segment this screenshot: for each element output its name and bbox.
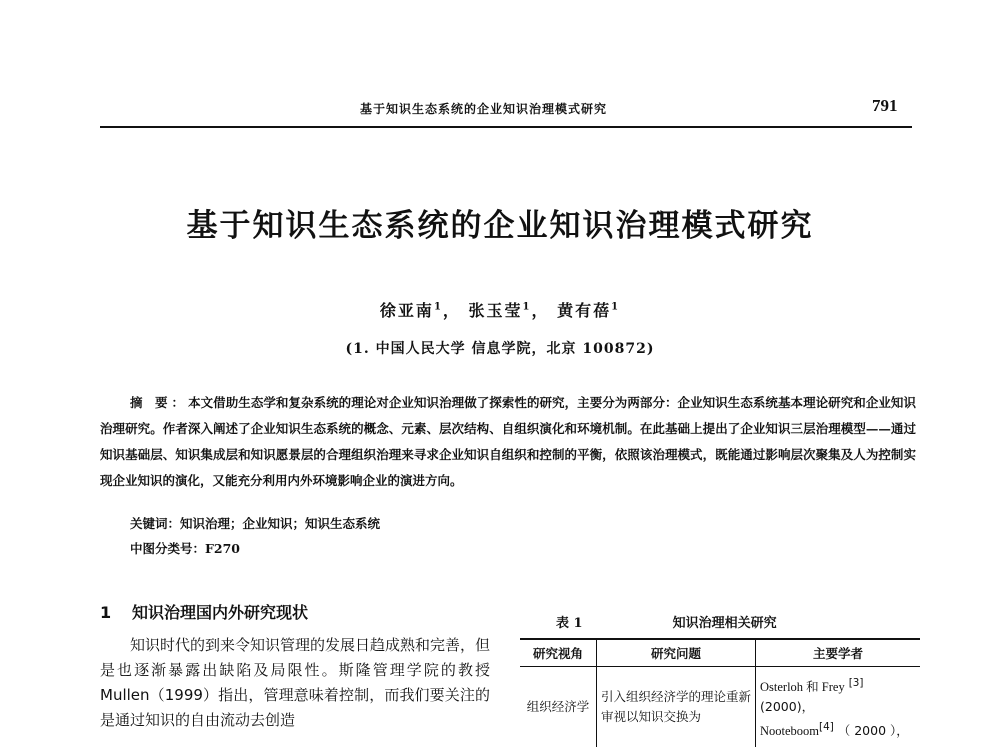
affiliation: (1. 中国人民大学 信息学院，北京 100872) [0, 338, 1000, 358]
citation-ref: [4] [819, 721, 834, 733]
article-title: 基于知识生态系统的企业知识治理模式研究 [0, 200, 1000, 245]
scholar-entry [760, 717, 916, 741]
keywords [130, 514, 380, 532]
scholar-name: Nooteboom [760, 724, 819, 738]
abstract-text: 本文借助生态学和复杂系统的理论对企业知识治理做了探索性的研究，主要分为两部分：企业知识生态系统基本理论研究和企业知识治理研究。作者深入阐述了企业知识生态系统的概念、元素、层次结构、自组织演化和环境机制。在此基础上提出了企业知识三层治理模型——通过知识基础层、知识集成层和知识愿景层的合理组织治理来寻求企业知识自组织和控制的平衡，依照该治理模式，既能通过影响层次聚集及人为控制实现企业知识的演化，又能充分利用内外环境影响企业的演进方向。 [100, 395, 916, 488]
page-number: 791 [872, 96, 898, 116]
section-number: 1 [100, 603, 132, 622]
scholar-name: Osterloh 和 Frey [760, 680, 845, 694]
header-rule [100, 126, 912, 128]
author-name: 张玉莹 [469, 301, 523, 320]
table-cell-problem: 引入组织经济学的理论重新审视以知识交换为 [597, 667, 756, 747]
scholar-year: (2000)， [760, 699, 814, 714]
citation-ref: [3] [849, 677, 864, 689]
abstract-label: 摘 要： [100, 395, 188, 410]
author-affil-mark: 1 [434, 302, 443, 313]
table-title: 知识治理相关研究 [673, 616, 777, 631]
author-separator: ， [443, 301, 461, 320]
table-caption [556, 612, 777, 631]
clc-value: F270 [205, 541, 240, 556]
author-name: 徐亚南 [380, 301, 434, 320]
table-cell-perspective: 组织经济学 [520, 667, 597, 747]
table-row [520, 667, 920, 747]
author-separator: ， [531, 301, 549, 320]
table-cell-scholars [756, 667, 921, 747]
classification-number [130, 539, 240, 557]
section-paragraph [100, 633, 490, 733]
section-heading [100, 600, 308, 623]
table-header-cell: 研究问题 [597, 639, 756, 667]
keywords-value: 知识治理；企业知识；知识生态系统 [180, 516, 380, 531]
author-affil-mark: 1 [611, 302, 620, 313]
author-name: 黄有蓓 [557, 301, 611, 320]
table-header-row [520, 639, 920, 667]
author-affil-mark: 1 [523, 302, 532, 313]
table-label: 表 1 [556, 616, 583, 631]
abstract [100, 390, 916, 494]
paragraph-text: 知识时代的到来令知识管理的发展日趋成熟和完善，但是也逐渐暴露出缺陷及局限性。斯隆管理学院的教授 Mullen（1999）指出，管理意味着控制，而我们要关注的是通过知识的自由流动去创造 [100, 636, 490, 729]
author-list [0, 298, 1000, 321]
section-title: 知识治理国内外研究现状 [132, 603, 308, 622]
running-title: 基于知识生态系统的企业知识治理模式研究 [360, 100, 607, 117]
scholar-year: （ 2000 ）， [834, 723, 909, 738]
table-header-cell: 主要学者 [756, 639, 921, 667]
table-header-cell: 研究视角 [520, 639, 597, 667]
clc-label: 中图分类号： [130, 541, 205, 556]
scholar-entry [760, 673, 916, 717]
keywords-label: 关键词： [130, 516, 180, 531]
research-table [520, 638, 920, 747]
